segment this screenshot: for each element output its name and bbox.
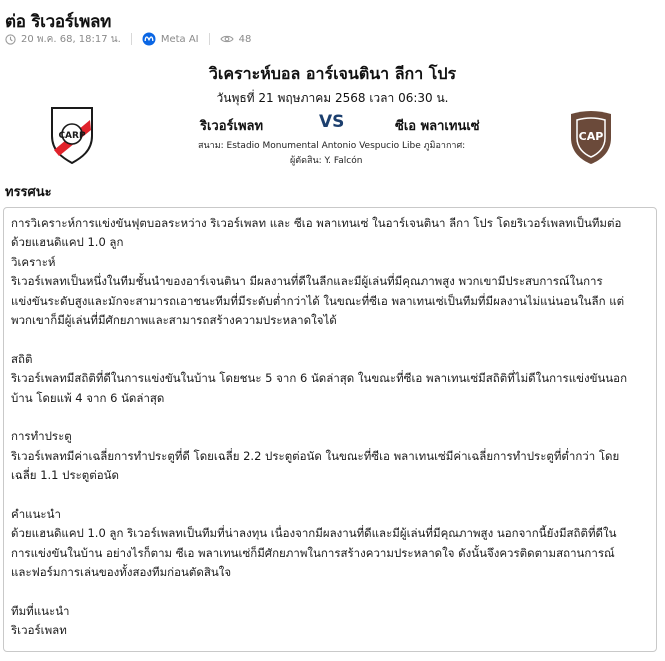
platense-logo [567,110,615,170]
analysis-line: บ้าน โดยแพ้ 4 จาก 6 นัดล่าสุด [11,390,165,405]
match-date: วันพุธที่ 21 พฤษภาคม 2568 เวลา 06:30 น. [216,91,449,105]
analysis-line: ทีมที่แนะนำ [11,604,70,619]
eye-icon [220,34,234,44]
analysis-heading: ทรรศนะ [5,185,52,200]
meta-divider [131,33,132,45]
meta-ai-icon [142,32,156,46]
analysis-line: วิเคราะห์ [11,254,56,269]
page-title: ต่อ ริเวอร์เพลท [5,12,112,32]
analysis-blank-line [11,486,649,505]
analysis-line: ด้วยแฮนดิแคป 1.0 ลูก ริเวอร์เพลทเป็นทีมที่น่าลงทุน เนื่องจากมีผลงานที่ดีและมีผู้เล่นที่มีคุณภาพสูง นอกจากนี้ยังมีสถิติที่ดีใน [11,526,617,541]
meta-divider [209,33,210,45]
meta-source[interactable] [142,32,199,46]
analysis-line: เฉลี่ย 1.1 ประตูต่อนัด [11,468,119,483]
analysis-blank-line [11,583,649,602]
analysis-line: ริเวอร์เพลทเป็นหนึ่งในทีมชั้นนำของอาร์เจนตินา มีผลงานที่ดีในลีกและมีผู้เล่นที่มีคุณภาพสูง พวกเขามีประสบการณ์ในการ [11,274,603,289]
analysis-line: คำแนะนำ [11,507,61,522]
match-title: วิเคราะห์บอล อาร์เจนตินา ลีกา โปร [208,64,457,83]
article-meta [5,31,251,47]
analysis-line: การแข่งขันในบ้าน อย่างไรก็ตาม ซีเอ พลาเทนเซ่ก็มีศักยภาพในการสร้างความประหลาดใจ ดังนั้นจึงควรติดตามสถานการณ์ [11,545,615,560]
home-team-name: ริเวอร์เพลท [200,119,264,134]
referee-info: ผู้ตัดสิน: Y. Falcón [290,156,363,166]
meta-date-text: 20 พ.ค. 68, 18:17 น. [21,33,121,45]
analysis-line: ริเวอร์เพลทมีค่าเฉลี่ยการทำประตูที่ดี โดยเฉลี่ย 2.2 ประตูต่อนัด ในขณะที่ซีเอ พลาเทนเซ่มีค่าเฉลี่ยการทำประตูที่ต่ำกว่า โดย [11,448,620,463]
analysis-line: และฟอร์มการเล่นของทั้งสองทีมก่อนตัดสินใจ [11,565,232,580]
river-logo-text: CARP [58,131,86,141]
analysis-content [3,207,657,652]
analysis-line: ริเวอร์เพลท [11,623,67,638]
analysis-line: ด้วยแฮนดิแคป 1.0 ลูก [11,235,124,250]
away-team-name: ซีเอ พลาเทนเซ่ [395,119,480,134]
meta-views [220,34,252,45]
analysis-line: สถิติ [11,351,33,366]
meta-source-text: Meta AI [160,33,199,45]
analysis-line: การวิเคราะห์การแข่งขันฟุตบอลระหว่าง ริเวอร์เพลท และ ซีเอ พลาเทนเซ่ ในอาร์เจนตินา ลีกา โปร โดยริเวอร์เพลทเป็นทีมต่อ [11,216,622,230]
venue-info: สนาม: Estadio Monumental Antonio Vespucio Libe ภูมิอากาศ: [198,141,466,151]
platense-logo-text: CAP [578,130,604,143]
analysis-line: พวกเขาก็มีผู้เล่นที่มีศักยภาพและสามารถสร้างความประหลาดใจได้ [11,313,337,328]
analysis-blank-line [11,408,649,427]
river-plate-logo [49,106,95,168]
analysis-line: แข่งขันระดับสูงและมักจะสามารถเอาชนะทีมที่มีระดับต่ำกว่าได้ ในขณะที่ซีเอ พลาเทนเซ่เป็นทีมที่มีผลงานไม่แน่นอนในลีก แต่ [11,293,625,308]
vs-label: VS [319,112,345,132]
meta-views-text: 48 [238,33,252,45]
analysis-line: ริเวอร์เพลทมีสถิติที่ดีในการแข่งขันในบ้าน โดยชนะ 5 จาก 6 นัดล่าสุด ในขณะที่ซีเอ พลาเทนเซ่มีสถิติที่ไม่ดีในการแข่งขันนอก [11,371,628,386]
meta-date [5,32,121,47]
analysis-blank-line [11,330,649,349]
analysis-line: การทำประตู [11,429,72,444]
clock-icon [5,34,16,45]
